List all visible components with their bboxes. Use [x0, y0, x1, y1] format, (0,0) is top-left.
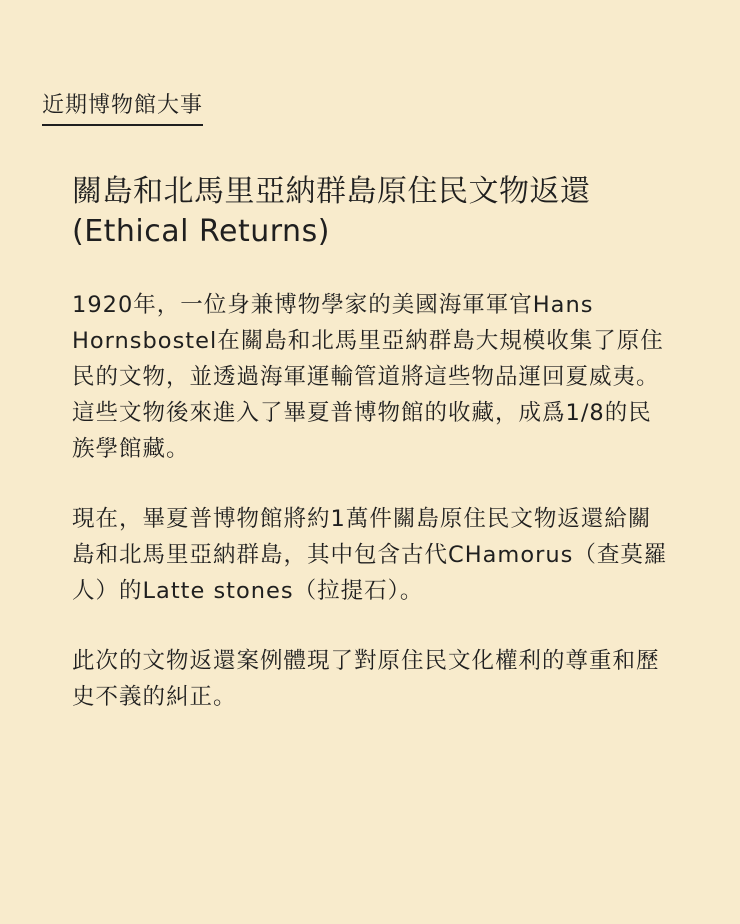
article-body: [72, 287, 672, 749]
paragraph-history: 1920年，一位身兼博物學家的美國海軍軍官Hans Hornsbostel在關島和北馬里亞納群島大規模收集了原住民的文物，並透過海軍運輸管道將這些物品運回夏威夷。這些文物後來進入了畢夏普博物館的收藏，成爲1/8的民族學館藏。: [72, 292, 664, 462]
article-title-line-2: (Ethical Returns): [72, 214, 330, 249]
article-title-line-1: 關島和北馬里亞納群島原住民文物返還: [72, 174, 591, 209]
article-title: [72, 172, 672, 252]
section-label: 近期博物館大事: [42, 90, 203, 126]
paragraph-significance: 此次的文物返還案例體現了對原住民文化權利的尊重和歷史不義的糾正。: [72, 648, 660, 710]
paragraph-return: 現在，畢夏普博物館將約1萬件關島原住民文物返還給關島和北馬里亞納群島，其中包含古代CHamorus（查莫羅人）的Latte stones（拉提石）。: [72, 506, 668, 604]
